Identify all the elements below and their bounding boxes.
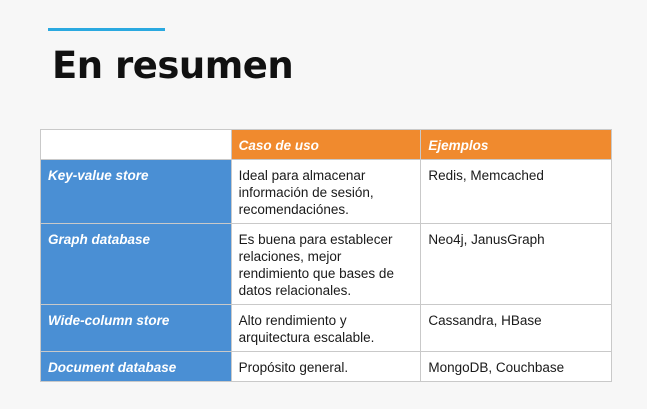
row-label: Key-value store — [41, 160, 232, 224]
slide-title: En resumen — [52, 44, 294, 87]
examples-cell: Neo4j, JanusGraph — [421, 224, 612, 305]
header-corner-cell — [41, 130, 232, 160]
use-case-cell: Es buena para establecer relaciones, mejor rendimiento que bases de datos relacionales. — [231, 224, 421, 305]
table-row — [41, 352, 612, 382]
use-case-cell: Propósito general. — [231, 352, 421, 382]
examples-cell: Cassandra, HBase — [421, 305, 612, 352]
use-case-cell: Ideal para almacenar información de sesión, recomendaciónes. — [231, 160, 421, 224]
title-accent-line — [48, 28, 165, 31]
table-row — [41, 160, 612, 224]
examples-cell: MongoDB, Couchbase — [421, 352, 612, 382]
table-row — [41, 224, 612, 305]
row-label: Wide-column store — [41, 305, 232, 352]
header-examples: Ejemplos — [421, 130, 612, 160]
table-header-row — [41, 130, 612, 160]
summary-table — [40, 129, 612, 382]
row-label: Graph database — [41, 224, 232, 305]
row-label: Document database — [41, 352, 232, 382]
table-row — [41, 305, 612, 352]
use-case-cell: Alto rendimiento y arquitectura escalable. — [231, 305, 421, 352]
header-use-case: Caso de uso — [231, 130, 421, 160]
examples-cell: Redis, Memcached — [421, 160, 612, 224]
